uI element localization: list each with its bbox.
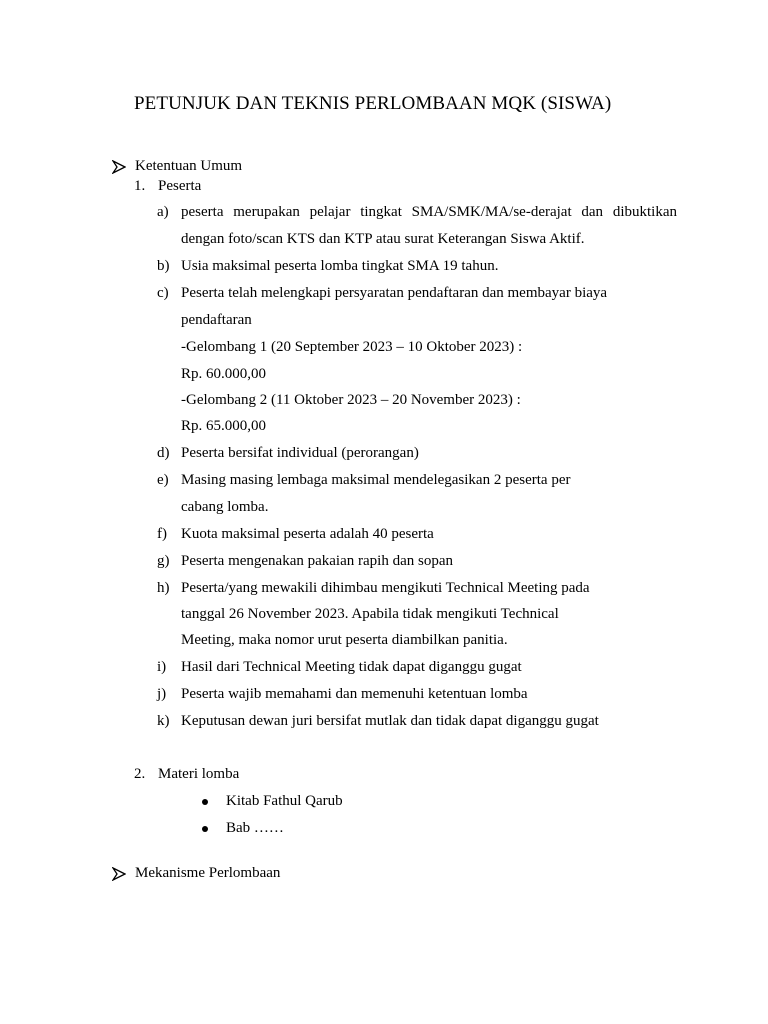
list-letter: c) bbox=[157, 285, 169, 301]
list-item-label: Materi lomba bbox=[158, 766, 240, 782]
list-item-text: dengan foto/scan KTS dan KTP atau surat Keterangan Siswa Aktif. bbox=[181, 231, 585, 247]
list-item-text: Rp. 65.000,00 bbox=[181, 418, 267, 434]
bullet-icon bbox=[202, 826, 208, 832]
list-item-text: Kuota maksimal peserta adalah 40 peserta bbox=[181, 526, 434, 542]
bullet-item: Kitab Fathul Qarub bbox=[226, 793, 343, 809]
list-letter: h) bbox=[157, 580, 170, 596]
page-title: PETUNJUK DAN TEKNIS PERLOMBAAN MQK (SISWA) bbox=[134, 93, 612, 114]
bullet-icon bbox=[202, 799, 208, 805]
list-item-text: Rp. 60.000,00 bbox=[181, 366, 267, 382]
list-item-text: -Gelombang 1 (20 September 2023 – 10 Oktober 2023) : bbox=[181, 339, 523, 355]
list-item-text: tanggal 26 November 2023. Apabila tidak mengikuti Technical bbox=[181, 606, 559, 622]
list-item-text: cabang lomba. bbox=[181, 499, 269, 515]
list-item-text: Masing masing lembaga maksimal mendelegasikan 2 peserta per bbox=[181, 472, 571, 488]
list-letter: d) bbox=[157, 445, 170, 461]
list-letter: j) bbox=[157, 686, 167, 702]
list-item-text: Hasil dari Technical Meeting tidak dapat diganggu gugat bbox=[181, 659, 522, 675]
list-letter: a) bbox=[157, 204, 169, 220]
bullet-item: Bab …… bbox=[226, 820, 284, 836]
arrow-bullet-icon bbox=[112, 160, 126, 174]
list-number: 1. bbox=[134, 178, 146, 194]
section-heading: Mekanisme Perlombaan bbox=[135, 865, 281, 881]
list-item-text: Peserta mengenakan pakaian rapih dan sopan bbox=[181, 553, 453, 569]
list-item-text: pendaftaran bbox=[181, 312, 252, 328]
arrow-bullet-icon bbox=[112, 867, 126, 881]
list-letter: b) bbox=[157, 258, 170, 274]
list-item-text: -Gelombang 2 (11 Oktober 2023 – 20 November 2023) : bbox=[181, 392, 521, 408]
section-heading: Ketentuan Umum bbox=[135, 158, 243, 174]
list-letter: f) bbox=[157, 526, 167, 542]
list-letter: e) bbox=[157, 472, 169, 488]
list-item-text: Peserta bersifat individual (perorangan) bbox=[181, 445, 419, 461]
list-item-label: Peserta bbox=[158, 178, 202, 194]
list-letter: k) bbox=[157, 713, 170, 729]
list-item-text: Meeting, maka nomor urut peserta diambilkan panitia. bbox=[181, 632, 508, 648]
list-letter: g) bbox=[157, 553, 170, 569]
list-item-text: Keputusan dewan juri bersifat mutlak dan tidak dapat diganggu gugat bbox=[181, 713, 599, 729]
list-number: 2. bbox=[134, 766, 146, 782]
list-item-text: Usia maksimal peserta lomba tingkat SMA 19 tahun. bbox=[181, 258, 499, 274]
list-item-text: Peserta wajib memahami dan memenuhi ketentuan lomba bbox=[181, 686, 528, 702]
list-item-text: peserta merupakan pelajar tingkat SMA/SMK/MA/se-derajat dan dibuktikan bbox=[181, 204, 677, 220]
list-item-text: Peserta/yang mewakili dihimbau mengikuti Technical Meeting pada bbox=[181, 580, 590, 596]
list-letter: i) bbox=[157, 659, 167, 675]
list-item-text: Peserta telah melengkapi persyaratan pendaftaran dan membayar biaya bbox=[181, 285, 608, 301]
